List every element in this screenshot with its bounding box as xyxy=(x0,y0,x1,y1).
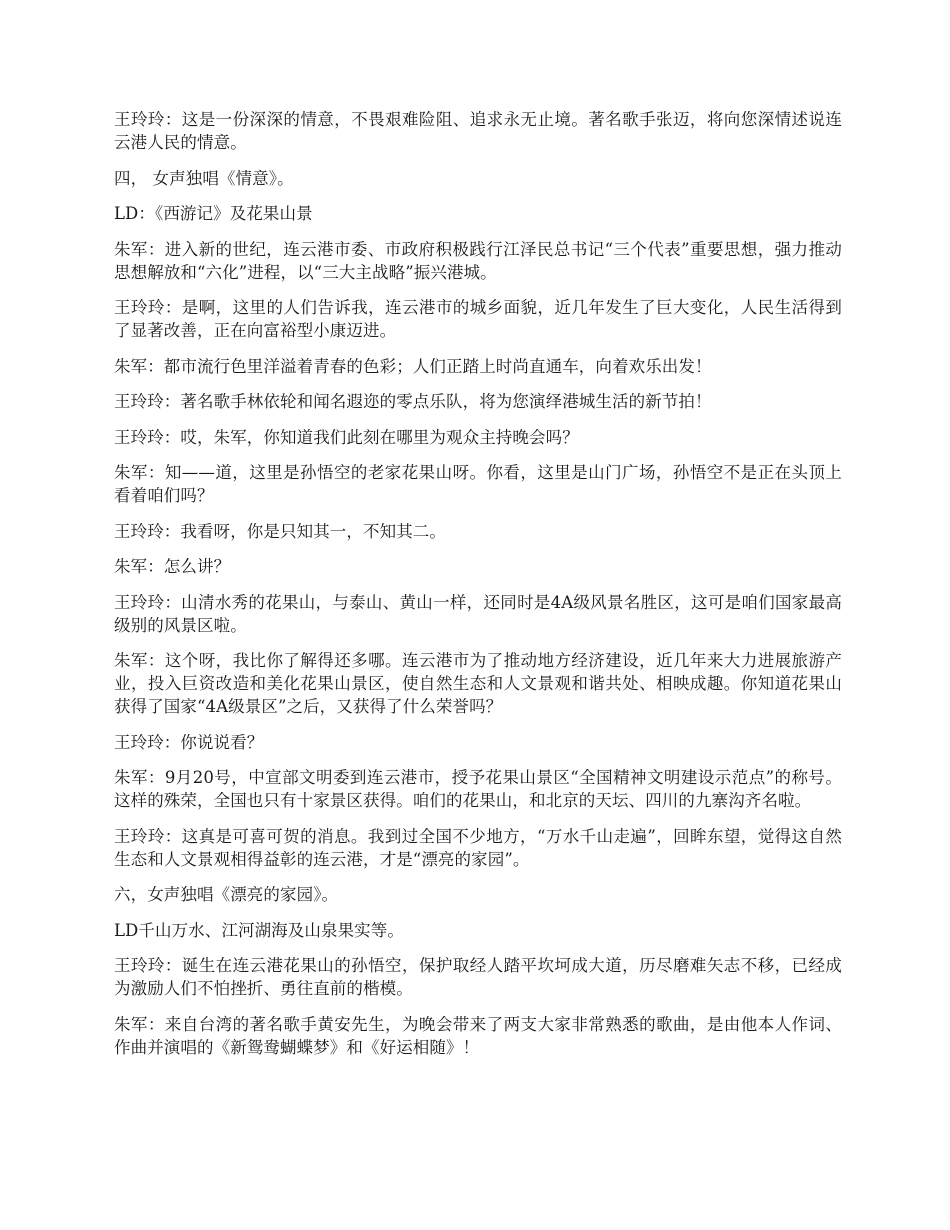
paragraph: 朱军：进入新的世纪，连云港市委、市政府积极践行江泽民总书记“三个代表”重要思想，强力推动思想解放和“六化”进程，以“三大主战略”振兴港城。 xyxy=(114,239,842,282)
paragraph: 朱军：这个呀，我比你了解得还多哪。连云港市为了推动地方经济建设，近几年来大力进展旅游产业，投入巨资改造和美化花果山景区，使自然生态和人文景观和谐共处、相映成趣。你知道花果山获得了国家“4A级景区”之后，又获得了什么荣誉吗？ xyxy=(114,651,842,716)
document-body xyxy=(114,108,842,1071)
paragraph: 朱军：9月20号，中宣部文明委到连云港市，授予花果山景区“全国精神文明建设示范点”的称号。这样的殊荣，全国也只有十家景区获得。咱们的花果山，和北京的天坛、四川的九寨沟齐名啦。 xyxy=(114,768,842,810)
paragraph: 朱军：怎么讲？ xyxy=(114,557,231,576)
paragraph: 王玲玲：你说说看？ xyxy=(114,732,264,752)
paragraph: 王玲玲：诞生在连云港花果山的孙悟空，保护取经人踏平坎坷成大道，历尽磨难矢志不移，已经成为激励人们不怕挫折、勇往直前的楷模。 xyxy=(114,956,842,998)
paragraph: 王玲玲：哎，朱军，你知道我们此刻在哪里为观众主持晚会吗？ xyxy=(114,427,579,447)
paragraph: 王玲玲：我看呀，你是只知其一，不知其二。 xyxy=(114,521,446,541)
paragraph: 朱军：来自台湾的著名歌手黄安先生，为晚会带来了两支大家非常熟悉的歌曲，是由他本人作词、作曲并演唱的《新鸳鸯蝴蝶梦》和《好运相随》！ xyxy=(114,1014,842,1057)
paragraph: 四， 女声独唱《情意》。 xyxy=(114,168,294,188)
paragraph: 王玲玲：这真是可喜可贺的消息。我到过全国不少地方，“万水千山走遍”，回眸东望，觉得这自然生态和人文景观相得益彰的连云港，才是“漂亮的家园”。 xyxy=(114,826,842,869)
paragraph: 朱军：都市流行色里洋溢着青春的色彩；人们正踏上时尚直通车，向着欢乐出发！ xyxy=(114,356,712,376)
paragraph: 王玲玲：著名歌手林依轮和闻名遐迩的零点乐队，将为您演绎港城生活的新节拍！ xyxy=(114,392,712,411)
paragraph: LD：《西游记》及花果山景 xyxy=(114,204,313,223)
paragraph: LD千山万水、江河湖海及山泉果实等。 xyxy=(114,920,404,940)
paragraph: 王玲玲：山清水秀的花果山，与泰山、黄山一样，还同时是4A级风景名胜区，这可是咱们国家最高级别的风景区啦。 xyxy=(114,592,842,635)
paragraph: 王玲玲：这是一份深深的情意，不畏艰难险阻、追求永无止境。著名歌手张迈，将向您深情述说连云港人民的情意。 xyxy=(114,110,842,152)
paragraph: 王玲玲：是啊，这里的人们告诉我，连云港市的城乡面貌，近几年发生了巨大变化，人民生活得到了显著改善，正在向富裕型小康迈进。 xyxy=(114,298,842,340)
paragraph: 六，女声独唱《漂亮的家园》。 xyxy=(114,885,339,904)
paragraph: 朱军：知——道，这里是孙悟空的老家花果山呀。你看，这里是山门广场，孙悟空不是正在头顶上看着咱们吗？ xyxy=(114,463,842,505)
